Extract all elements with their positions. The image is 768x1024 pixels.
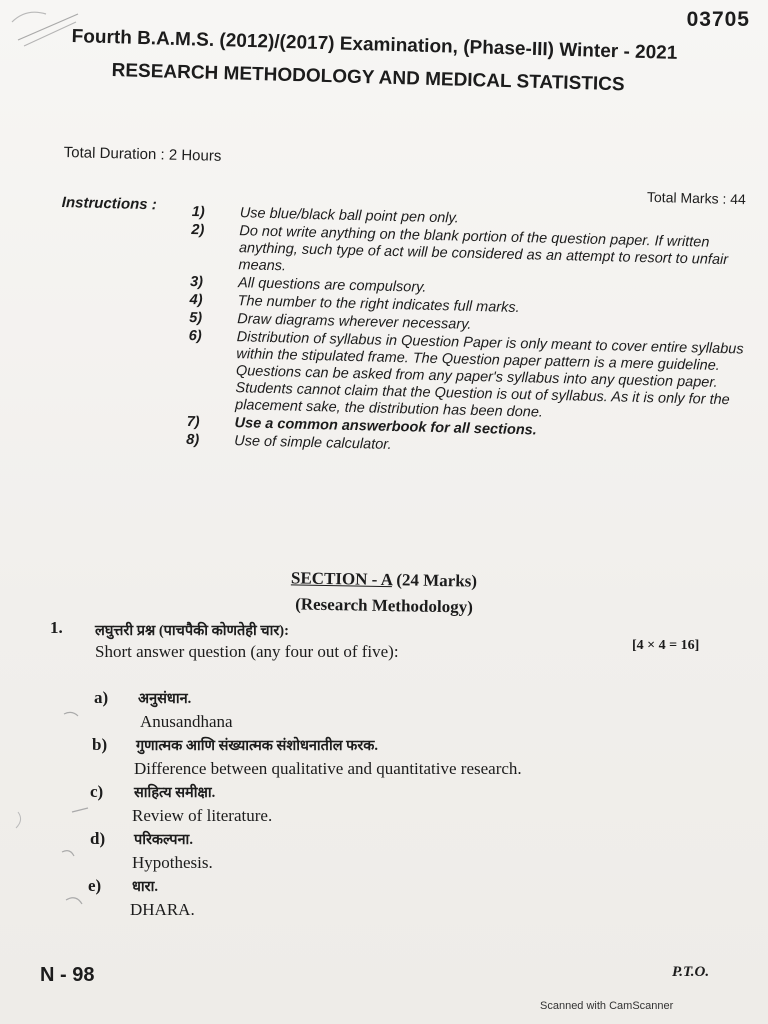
- sub-question-letter: d): [90, 829, 106, 848]
- instruction-text: Use blue/black ball point pen only.: [239, 205, 459, 227]
- paper-series-code: N - 98: [40, 964, 95, 986]
- sub-question-letter: b): [92, 735, 108, 754]
- question-text-english: Short answer question (any four out of five):: [95, 642, 399, 661]
- section-title: SECTION - A: [290, 568, 393, 590]
- instruction-number: 2): [191, 221, 205, 239]
- sub-question-english: Hypothesis.: [132, 853, 213, 872]
- instruction-text: Distribution of syllabus in Question Paper is only meant to cover entire syllabus within the stipulated frame. The Question paper pattern is a mere guideline. Questions can be asked from any paper's syllabus into any question paper. Students cannot claim that the Question is out of syllabus. As it is only for the placement sake, the distribution has been done.: [234, 329, 744, 421]
- instruction-number: 4): [189, 291, 203, 309]
- instructions-list: [186, 204, 752, 464]
- instruction-number: 1): [191, 204, 205, 221]
- instruction-text: All questions are compulsory.: [237, 275, 427, 296]
- sub-question-english: Review of literature.: [132, 806, 273, 825]
- instruction-number: 8): [186, 431, 200, 449]
- instruction-text: Draw diagrams wherever necessary.: [237, 311, 472, 333]
- sub-question-english: DHARA.: [130, 900, 195, 919]
- instruction-text: The number to the right indicates full marks.: [237, 293, 520, 317]
- question-marks: [4 × 4 = 16]: [632, 638, 700, 653]
- sub-question-letter: a): [94, 688, 109, 707]
- scanner-watermark: Scanned with CamScanner: [540, 1000, 674, 1012]
- pto-label: P.T.O.: [672, 964, 710, 980]
- subject-title: RESEARCH METHODOLOGY AND MEDICAL STATISTICS: [111, 60, 625, 96]
- instruction-text: Use of simple calculator.: [234, 433, 392, 453]
- section-marks: (24 Marks): [396, 570, 478, 591]
- sub-question-marathi: साहित्य समीक्षा.: [134, 785, 216, 801]
- instruction-item: [187, 328, 749, 427]
- sub-question-english: Difference between qualitative and quantitative research.: [134, 759, 522, 778]
- question-text-marathi: लघुत्तरी प्रश्न (पाचपैकी कोणतेही चार):: [95, 623, 289, 639]
- instruction-text: Do not write anything on the blank portion of the question paper. If written anything, such type of act will be considered as an attempt to resort to unfair means.: [238, 223, 729, 275]
- pencil-tick-marks-icon: [0, 700, 100, 920]
- instruction-number: 5): [189, 309, 203, 327]
- sub-question-marathi: गुणात्मक आणि संख्यात्मक संशोधनातील फरक.: [136, 738, 379, 754]
- section-subtitle: (Research Methodology): [295, 594, 474, 617]
- instructions-label: Instructions :: [61, 194, 157, 214]
- paper-code: 03705: [686, 8, 750, 31]
- sub-question-letter: e): [88, 876, 102, 895]
- instruction-text: Use a common answerbook for all sections.: [234, 415, 537, 439]
- total-marks: Total Marks : 44: [646, 188, 747, 208]
- sub-question-english: Anusandhana: [140, 712, 233, 731]
- total-duration: Total Duration : 2 Hours: [63, 144, 222, 165]
- sub-question-letter: c): [90, 782, 104, 801]
- question-number: 1.: [50, 618, 63, 637]
- instruction-number: 6): [188, 327, 202, 345]
- sub-question-marathi: धारा.: [132, 879, 158, 895]
- instruction-number: 3): [189, 273, 204, 291]
- sub-question-marathi: अनुसंधान.: [138, 691, 192, 707]
- sub-question-marathi: परिकल्पना.: [134, 832, 193, 848]
- instruction-number: 7): [186, 413, 200, 431]
- exam-title: Fourth B.A.M.S. (2012)/(2017) Examination, (Phase-III) Winter - 2021: [71, 26, 678, 64]
